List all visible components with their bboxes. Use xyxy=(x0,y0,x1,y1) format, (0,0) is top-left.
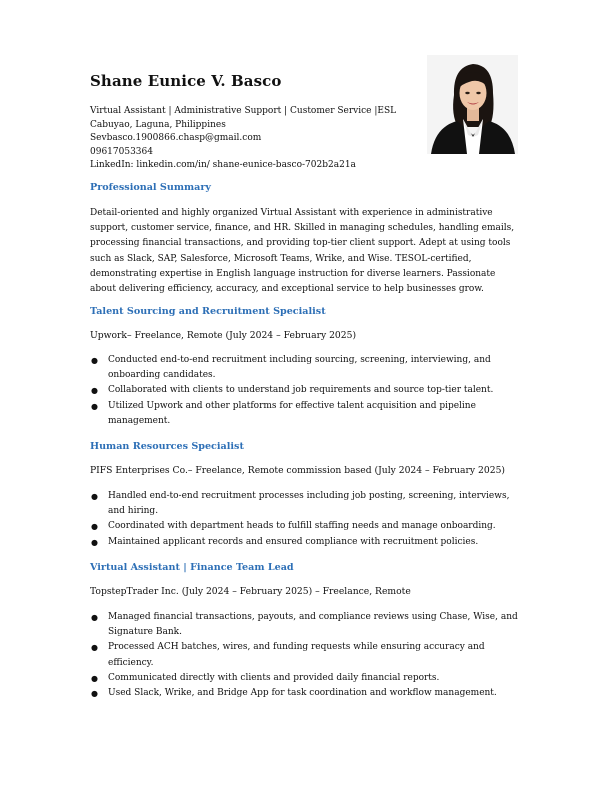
list-item: ● Managed financial transactions, payouts, and compliance reviews using Chase, Wise, and Signature Bank. xyxy=(91,612,518,638)
list-item: ● Used Slack, Wrike, and Bridge App for task coordination and workflow management. xyxy=(90,686,522,701)
bullet-icon: ● xyxy=(91,492,98,501)
job-subline: Upwork– Freelance, Remote (July 2024 – February 2025) xyxy=(90,330,357,341)
list-item: ● Handled end-to-end recruitment processes including job posting, screening, interviews, and hiring. xyxy=(91,491,510,517)
list-item: ● Collaborated with clients to understand job requirements and source top-tier talent. xyxy=(90,383,522,398)
location: Cabuyao, Laguna, Philippines xyxy=(90,119,226,130)
job-heading: Talent Sourcing and Recruitment Specialist xyxy=(90,306,326,317)
bullet-icon: ● xyxy=(91,537,98,547)
bullet-icon: ● xyxy=(91,643,98,653)
bullet-icon: ● xyxy=(91,613,98,622)
job-subline: PIFS Enterprises Co.– Freelance, Remote commission based (July 2024 – February 2025) xyxy=(90,465,506,476)
candidate-name: Shane Eunice V. Basco xyxy=(90,72,282,90)
title-line: Virtual Assistant | Administrative Support | Customer Service |ESL xyxy=(90,106,397,116)
list-item: ● Processed ACH batches, wires, and funding requests while ensuring accuracy and efficiency. xyxy=(91,642,485,668)
bullet-icon: ● xyxy=(91,356,98,365)
list-item: ● Conducted end-to-end recruitment including sourcing, screening, interviewing, and onboarding candidates. xyxy=(91,355,491,381)
profile-photo xyxy=(427,55,518,154)
job-heading: Human Resources Specialist xyxy=(90,441,244,452)
list-item: ● Utilized Upwork and other platforms for effective talent acquisition and pipeline management. xyxy=(91,400,476,426)
list-item: ● Coordinated with department heads to fulfill staffing needs and manage onboarding. xyxy=(90,519,522,534)
bullet-icon: ● xyxy=(91,673,98,683)
job-bullets xyxy=(90,353,522,429)
phone: 09617053364 xyxy=(90,146,153,157)
bullet-icon: ● xyxy=(91,386,98,396)
list-item: ● Maintained applicant records and ensured compliance with recruitment policies. xyxy=(90,535,522,550)
job-subline: TopstepTrader Inc. (July 2024 – February 2025) – Freelance, Remote xyxy=(90,586,411,597)
job-bullets xyxy=(90,610,522,701)
email[interactable]: Sevbasco.1900866.chasp@gmail.com xyxy=(90,133,262,144)
summary-heading: Professional Summary xyxy=(90,182,211,193)
bullet-icon: ● xyxy=(91,689,98,699)
bullet-icon: ● xyxy=(91,401,98,411)
summary-text: Detail-oriented and highly organized Virtual Assistant with experience in administrative support, customer service, finance, and HR. Skilled in managing schedules, handling emails, processing financial transactions, and providing top-tier client support. Adept at using tools such as Slack, SAP, Salesforce, Microsoft Teams, Wrike, and Wise. TESOL-certified, demonstrating expertise in English language instruction for diverse learners. Passionate about delivering efficiency, accuracy, and exceptional service to help businesses grow. xyxy=(90,208,515,295)
job-heading: Virtual Assistant | Finance Team Lead xyxy=(90,562,294,573)
bullet-icon: ● xyxy=(91,522,98,532)
contact-block xyxy=(90,105,396,173)
job-bullets xyxy=(90,489,522,550)
linkedin[interactable]: LinkedIn: linkedin.com/in/ shane-eunice-basco-702b2a21a xyxy=(90,160,356,171)
list-item: ● Communicated directly with clients and provided daily financial reports. xyxy=(90,671,522,686)
